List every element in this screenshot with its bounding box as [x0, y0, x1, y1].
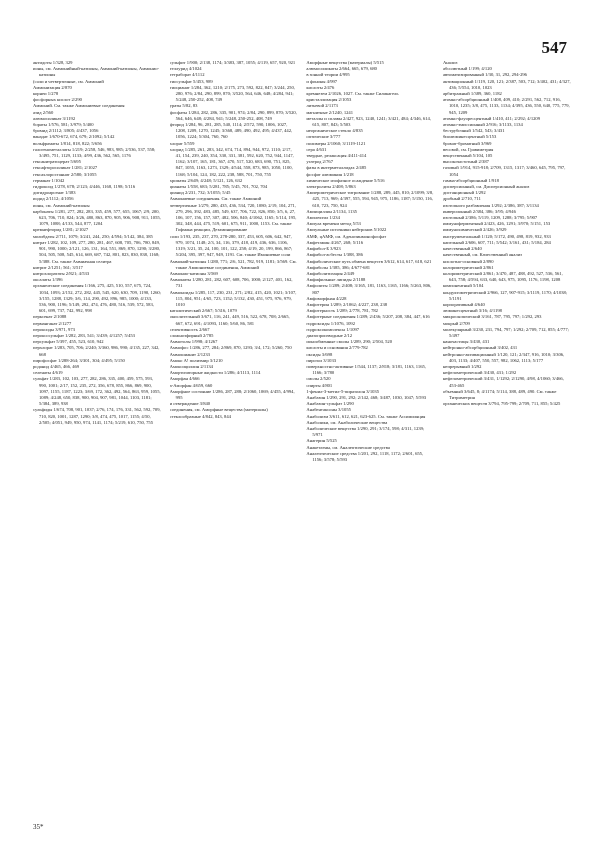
index-entry: ионообменные смолы 1/289, 290; 2/504, 520 — [306, 339, 392, 345]
index-entry: галогенометаллаты 1/219; 2/258, 546, 983, 985; 2/536, 537, 558; 3/495, 751, 1129, 1133; 4/99, 436, 562, 565, 1176 — [33, 146, 156, 159]
index-entry: Аммоний. См. также Аммониевые соединения — [33, 103, 125, 109]
index-entry: нефелометрический 3/430, 431; 1/292 — [442, 370, 517, 376]
index-entry: Амперометрическое титрование 1/288, 289, 445, 810; 2/1099; 3/8, 425, 713, 969; 4/397, 555, 594, 945, 975, 1186, 1187; 5/150, 116, 610, 723, 750, 924 — [306, 190, 434, 208]
index-entry: весовой, см. Гравиметрия — [442, 146, 494, 152]
index-entry: арбитражный 1/389, 360, 1182 — [442, 91, 502, 97]
index-entry: соли 1/193, 235, 237, 270, 278-280, 337, 453, 605, 606, 642, 947, 979, 1074, 1148; 2/3, 34, 116, 379, 418, 419, 436, 636, 1106, 1319; 3/21, 35, 24, 100, 101, 122, 258; 4/19, 20, 199, 866, 867; 5/204, 395, 397, 947, 949, 1191. См. также Имониевые соли — [169, 233, 293, 258]
index-entry: Анализ — [442, 60, 458, 65]
index-entry: ванадат 1/670-672, 674, 679; 2/1092; 5/142 — [33, 134, 115, 140]
index-entry: фторид 1/284, 96, 281, 285, 540, 1114; 2/572, 590, 1006, 1027, 1208, 1209, 1270, 1245; 3/368, 489, 490, 492, 495; 4/437, 442, 1056, 1224; 5/304, 760, 760 — [169, 122, 293, 140]
index-entry: металлы и сплавы 2/427, 923, 1240, 1241; 3/421, 484; 4/346, 614, 615, 807, 843; 5/503 — [306, 115, 431, 128]
index-entry: Анабентаксоны 3/1055 — [306, 407, 351, 413]
index-entry: 1-фенил-3-метил-5-пиразолон 3/1035 — [306, 388, 380, 394]
index-entry: оксиды 3/698 — [306, 351, 333, 357]
index-entry: дробный 2/710, 711 — [442, 196, 481, 202]
index-entry: оксалаты 1/396 — [33, 277, 63, 283]
index-entry: Анаболические вещества 1/290, 291; 3/174, 598; 4/311, 1239; 5/971 — [306, 425, 425, 438]
index-entry: хлорат 5/559 — [169, 140, 195, 146]
index-entry: Аммонио-катионы 3/569 — [169, 270, 218, 276]
index-entry: Анабазин-сульфат 1/290 — [306, 401, 354, 407]
index-entry: Анаболики, см. Анаболические вещества — [306, 419, 388, 425]
index-entry: Амфолиты 1/289; 2/408; 3/165, 181, 1163, 1165, 1166; 5/263, 806, 807 — [306, 283, 432, 295]
index-entry: теллурид 4/1024 — [169, 66, 202, 72]
index-entry: сульфат 1/283, 102, 103, 277, 282, 286, 335, 400, 459, 575, 593, 990, 1001; 2/17, 152, 235, 272, 356, 678, 855, 866, 869, 900, 1097, 1155, 1187, 1223; 3/69, 172, 362, 492, 564, 863, 959, 1055, 1089; 4/248, 650, 838, 900, 904, 907, 981, 1044, 1103, 1181; 5/384, 389, 938 — [33, 376, 161, 407]
index-entry: Амфиболические путь обмена веществ 3/612, 614, 617, 618, 621 — [306, 258, 432, 264]
index-entry: дисперсионный, см. Дисперсионный анализ — [442, 184, 530, 190]
index-entry: бромид 2/1112; 3/805; 4/437, 1056 — [33, 128, 99, 134]
index-entry: бромат-броматный 3/969 — [442, 140, 492, 146]
index-entry: иммунохимический 2/426; 3/929 — [442, 227, 507, 233]
index-entry: пероксиды 3/971, 973 — [33, 326, 75, 332]
index-entry: цианаты 1/558, 683; 5/281, 785; 5/45, 701, 702, 704 — [169, 184, 268, 190]
index-entry: четвертичные 1/279, 280, 435, 436, 534, 720, 1080; 2/19, 104, 271, 279, 296, 392, 483, 485, 549, 637, 706, 722, 826, 850; 3/5, 6, 27, 106, 107, 156, 157, 307, 482, 506, 840; 4/1062, 1165; 5/114, 195, 302, 348, 444, 475, 519, 601, 675, 911, 1000, 1153. См. также Гофмана реакции, Дезаминирование — [169, 202, 297, 233]
index-entry: Амфибол-асбесты 1/388, 386 — [306, 252, 363, 258]
index-entry: капельный 2/606, 607, 711; 5/542; 3/161, 431; 5/184, 284 — [442, 239, 551, 245]
index-column-4 — [443, 60, 571, 820]
index-entry: кислотно-основный 2/890 — [442, 258, 494, 264]
index-entry: гамма-абсорбционный 1/918 — [442, 177, 499, 183]
index-entry: Амортизаторные жидкости 1/286; 4/1113, 1114 — [169, 370, 261, 376]
index-columns — [33, 60, 571, 820]
index-entry: неорганическое стекло 4/835 — [306, 128, 363, 134]
index-entry: гексанитратоцерат 5/695 — [33, 159, 81, 165]
index-entry: Амфетамин 4/267, 268; 5/116 — [306, 239, 363, 245]
index-entry: кремнефторид 1/281; 2/1027 — [33, 227, 89, 233]
index-entry: тиосульфат 5/453, 989 — [169, 78, 213, 84]
index-entry: электролиты 2/408; 5/863 — [306, 184, 356, 190]
index-entry: твердые, релаксация 4/411-414 — [306, 153, 367, 159]
index-entry: Аморфные вещества (материалы) 5/515 — [306, 60, 384, 65]
index-entry: Аммониты 1/280, 281, 282, 607, 608, 706, 1000; 2/127, 401, 162, 731 — [169, 277, 293, 289]
index-entry: органические соединения 1/166, 275, 425, 510, 557, 675, 724, 1034, 1093; 2/152, 272, 282, 445, 545, 620, 630, 709, 1190, 1260; 3/155, 1288, 1329; 3/6, 114, 290, 492, 896, 985, 1000; 4/133, 536, 900, 1196; 5/149, 292, 474, 476, 480, 516, 539, 572, 583, 601, 699, 737, 742, 992, 998 — [33, 283, 161, 314]
index-entry: ураты 5/82, 83 — [169, 103, 198, 109]
index-entry: цианид 2/231, 732; 3/1055; 5/45 — [169, 190, 231, 196]
index-entry: хроматы 2/649; 4/248; 5/121, 126, 632 — [169, 177, 243, 183]
index-entry: роданид 4/465, 466, 469 — [33, 363, 80, 369]
index-entry: полимеры 2/1060; 3/1119-1121 — [306, 140, 366, 146]
index-entry: селективность 2/667 — [169, 326, 210, 332]
index-entry: гексахлоростаннат 2/580; 3/1055 — [33, 171, 97, 177]
index-entry: тетраборат 4/1112 — [169, 72, 205, 78]
index-entry: Аммоний-катионы 1/280, 771; 2/6, 521, 782, 919, 1181; 3/569. См. также Аммониевые соединения, Аммоний — [169, 258, 297, 270]
index-entry: Анагерин 5/525 — [306, 438, 337, 444]
page-number: 547 — [541, 38, 567, 57]
index-entry: Амфоморфная 4/228 — [306, 295, 347, 301]
index-entry: Анакетлены, см. Аналептические средства — [306, 444, 390, 450]
index-entry: Аналептические средства 1/201, 292, 1118, 1172; 2/601, 655, 1156; 3/578; 5/593 — [306, 450, 424, 462]
index-entry: Амфиболы 1/385, 386; 4/677-681 — [306, 264, 371, 270]
index-entry: микроскопический 3/161, 787, 795, 797; 1/292, 293 — [442, 314, 542, 320]
index-entry: персульфат 5/397, 455, 523, 610, 942 — [33, 339, 104, 345]
index-entry: гексафторосиликат 1/281; 2/1027 — [33, 165, 98, 171]
index-entry: Амфотерные соединения 1/289; 2/436; 5/207, 208, 384, 447, 616 — [306, 314, 430, 320]
index-entry: алюмосиликат 3/1192 — [33, 115, 76, 121]
index-entry: атомно-эмиссионный 2/916; 3/1133, 1134 — [442, 122, 523, 128]
index-column-2 — [170, 60, 298, 820]
index-entry: германат 1/1042 — [33, 177, 65, 183]
index-entry: дистанционный 1/292 — [442, 190, 486, 196]
index-entry: колориметрический 2/861; 3/470, 487, 488, 492, 527, 536, 561, 643, 758; 4/594, 633, 640, 643, 975, 1095, 1176, 1198, 1208 — [442, 270, 563, 283]
index-entry: диазопроизводные 2/12 — [306, 332, 353, 338]
index-entry: атомно-абсорбционный 1/408, 409, 410; 2/291, 562, 712, 916, 1010, 1235; 3/8, 475, 1133, 1134; 4/395, 436, 550, 640, 775, 779, 945, 1209 — [442, 97, 570, 115]
index-entry: нитрит 2/1251; 561; 3/517 — [33, 264, 83, 270]
index-entry: фосфорных кислот 2/290 — [33, 97, 82, 103]
index-entry: корнеи 1/278 — [33, 91, 59, 97]
index-entry: гидроксокомплексы 1/1097 — [306, 326, 360, 332]
index-entry: поверхностно-активные 1/544, 1137; 2/818; 3/181, 1163, 1165, 1166; 3/780 — [306, 363, 426, 376]
index-entry: Аммофос 1/286, 277, 284; 2/869, 870, 1293; 3/4, 172; 5/260, 750 — [169, 345, 292, 351]
index-entry: кислоты и основания 2/779-782 — [306, 345, 368, 351]
index-entry: стеклообразные 4/842, 843, 844 — [169, 413, 231, 419]
index-entry: фазы в интерметаллидах 2/485 — [306, 165, 367, 171]
index-entry: иодид 2/1112; 4/1056 — [33, 196, 74, 202]
index-entry: каталитический 2/667; 5/316, 1079 — [169, 308, 237, 314]
index-entry: антидоты 1/328, 329 — [33, 60, 73, 65]
index-entry: Аммонизация 2/870 — [33, 84, 72, 90]
index-entry: Ампула времени метод 5/53 — [306, 221, 361, 227]
index-entry: сульфиды 1/674, 708, 901, 1037; 2/76, 174, 176, 331, 562, 592, 709, 710, 820, 1001, 1287, 1290; 3/8, 474, 475, 1017, 1155; 4/50, 2/505; 4/051, 949, 950, 974, 1141, 1174; 5/219, 610, 750, 755 — [33, 407, 161, 425]
index-entry: Аммониевые соединения. См. также Аммоний — [169, 196, 262, 202]
index-entry: гидроксиды 1/1076, 1092 — [306, 320, 356, 326]
index-entry: изотопного разбавления 1/292; 2/386, 387; 3/1134 — [442, 202, 539, 208]
index-entry: сложноэфирный 2/785 — [169, 332, 214, 338]
printer-signature: 35* — [33, 823, 44, 831]
index-entry: Амфибол-Б 3/923 — [306, 246, 341, 252]
index-entry: автоматизированный 1/30, 31, 292, 294-296 — [442, 72, 527, 78]
index-entry: оптические 3/777 — [306, 134, 341, 140]
index-entry: алюмосиликаты 2/664, 665, 679, 680 — [306, 66, 377, 72]
index-entry: углерод 2/767 — [306, 159, 334, 165]
index-entry: органических веществ 3/794, 795-799; 2/709, 711, 855; 5/425 — [442, 401, 561, 407]
index-entry: фосфат алюминия 1/218 — [306, 171, 354, 177]
index-entry: Аморфан 4/666 — [169, 376, 200, 382]
index-entry: Амфотерин 1/289; 2/1062; 4/227, 238, 238 — [306, 301, 388, 307]
index-entry: атомно-флуоресцентный 1/410, 411; 2/292; 4/1209 — [442, 115, 541, 121]
index-entry: молибдаты 2/711, 1079; 3/241, 244, 250; 4/594; 5/142, 384, 385 — [33, 233, 153, 239]
index-entry: а-Аморфан 4/659, 660 — [169, 382, 213, 388]
index-entry: перксенат 2/1088 — [33, 314, 67, 320]
index-entry: компонентный 5/104 — [442, 283, 484, 289]
index-entry: корпоративный 4/640 — [442, 301, 485, 307]
index-entry: мокрый 2/709 — [442, 320, 470, 326]
index-entry: спирты 4/801 — [306, 382, 333, 388]
index-column-3 — [306, 60, 434, 820]
index-entry: литьевой 2/1173 — [306, 103, 338, 109]
index-entry: изотопный 2/386; 5/119, 1209, 1288; 3/795; 5/907 — [442, 215, 538, 221]
index-entry: ионы, см. Аммоний-катионы — [33, 202, 90, 208]
index-entry: Анабазин 1/290, 291, 292; 2/142, 468; 3/487, 1030, 1047; 5/593 — [306, 394, 427, 400]
index-entry: селенаты 4/619 — [33, 370, 63, 376]
index-entry: нитрат 1/282, 102, 109, 277, 280, 281, 467, 608, 705, 706, 780, 849, 901, 990, 1000; 2/121, 126, 131, 164, 551, 869, 870, 1290; 3/280, 504, 505, 508, 545, 614, 669, 687, 742, 801, 823, 830, 838, 1168; 5/388. См. также Аммиачная селитра — [33, 239, 161, 264]
index-entry: гидроксид 1/278, 678; 2/123; 4/446, 1168, 1198; 5/116 — [33, 184, 136, 190]
index-entry: азид 2/560 — [33, 109, 54, 115]
index-entry: (соли и четвертичные, см. Аммоний — [33, 78, 104, 84]
index-entry: качественный 2/640 — [442, 246, 482, 252]
index-entry: ионы, см. Аммонийный-катионы, Аммоний-катионы, Аммонио-катионы — [33, 66, 160, 78]
index-entry: перхлорат 1/283, 705, 706; 2/240; 3/360, 986, 990; 4/135, 227, 342, 668 — [33, 345, 160, 357]
index-entry: Амплектил 1/234 — [306, 215, 340, 221]
index-entry: химическое изофазное осаждение 5/516 — [306, 177, 385, 183]
index-entry: перманганат 2/1277 — [33, 320, 72, 326]
index-entry: кристаллизация 2/1053 — [306, 97, 352, 103]
index-entry: кислоты 2/476 — [306, 84, 335, 90]
index-entry: абсолютный 1/199; 4/120 — [442, 66, 492, 72]
index-entry: пирозол 3/1033 — [306, 357, 337, 363]
index-entry: сера 4/631 — [306, 146, 327, 152]
index-entry: качественный, см. Качественный анализ — [442, 252, 522, 258]
index-entry: Амфифильные липиды 2/1188 — [306, 277, 366, 283]
index-entry: нитрохлорататы 2/821; 4/533 — [33, 270, 90, 276]
index-entry: вольфраматы 1/814, 818, 822; 5/656 — [33, 140, 102, 146]
index-entry: Аморфное состояние 1/286, 287, 288; 2/1060, 1069; 4/455, 4/994, 995 — [169, 388, 295, 400]
index-entry: пирофосфат 1/288-264; 3/301, 304; 4/495; 5/150 — [33, 357, 125, 363]
index-entry: иммуноферментный 2/423, 426, 1291; 3/970; 5/151, 153 — [442, 221, 551, 227]
index-entry: окислительный 3/671, 116, 241, 449, 516, 522, 678, 708; 2/665, 667, 672, 691; 4/1093, 1160; 5/60, 86, 581 — [169, 314, 290, 326]
index-entry: Ампициллин 2/1134, 1135 — [306, 208, 357, 214]
index-entry: беструбочный 1/542, 543; 3/431 — [442, 128, 505, 134]
index-entry: пероксосульфат 1/282, 283, 541; 3/439; 4/1257; 5/453 — [33, 332, 135, 338]
index-entry: нейтронно-абсорбционный 3/402, 431 — [442, 345, 518, 351]
index-entry: Аммоноиды 1/285, 117, 230, 231, 271; 2/82, 415, 420, 1021; 3/107, 115, 804, 951; 4/65, 723, 1152; 5/132, 430, 451, 975, 976, 979, 1010 — [169, 289, 297, 307]
index-entry: вещественный 5/104, 105 — [442, 153, 493, 159]
index-entry: Ампульные источники нейтронов 5/1022 — [306, 227, 387, 233]
index-entry: АМФ, цАМФ, см. Аденозинмонофосфат — [306, 233, 387, 239]
index-entry: люминесцентный 3/16; 4/1198 — [442, 308, 502, 314]
index-entry: бораты 1/576, 581; 3/979; 5/400 — [33, 122, 94, 128]
index-entry: наночастицы 3/430, 431 — [442, 339, 490, 345]
index-entry: Анаболизм 3/611, 612, 621, 623-625. См. также Ассимиляция — [306, 413, 426, 419]
index-entry: дигидроарсенат 1/383 — [33, 190, 76, 196]
index-entry: биолюминесцентный 5/153 — [442, 134, 497, 140]
index-entry: колориметрический 2/861 — [442, 264, 494, 270]
index-entry: соединения, см. Аморфные вещества (материалы) — [169, 407, 268, 413]
index-entry: кондуктометрический 2/966, 127, 907-915; 3/1119, 1170; 4/1038; 5/1191 — [442, 289, 568, 301]
index-entry: и отверждение 3/840 — [169, 401, 211, 407]
index-entry: кремнезем 2/1026, 1027. См. также Силикагель — [306, 91, 399, 97]
index-entry: смолы 2/520 — [306, 376, 331, 382]
index-entry: и фононы 4/997 — [306, 78, 338, 84]
index-entry: инструментальный 1/120; 5/172, 490, 498, 819, 932, 933 — [442, 233, 551, 239]
index-entry: инверсионный 2/384, 386; 3/95; 4/946 — [442, 208, 516, 214]
index-entry: Аммошианит 2/1233 — [169, 351, 210, 357]
index-entry: высокочастотный 2/387 — [442, 159, 489, 165]
index-entry: Амфотерность 1/289; 2/778, 781, 782 — [306, 308, 378, 314]
index-entry: Амоксициллин 2/1134 — [169, 363, 213, 369]
index-entry: Амоко А! полиэмир 3/1210 — [169, 357, 223, 363]
index-entry: активационный 1/119, 120, 121; 2/387, 503, 712; 3/402, 431; 4/327, 436; 5/554, 1010, 1023 — [442, 78, 571, 90]
index-column-1 — [33, 60, 161, 820]
index-entry: нейтронно-активационный 1/120, 121; 2/347, 916, 1010; 3/306, 403, 1133; 4/407, 550, 557, 982, 1062, 1113; 5/177 — [442, 351, 565, 363]
index-entry: карбонаты 1/281, 277, 282, 283, 335, 459, 577, 655, 1067; 2/9, 200, 623, 706, 710, 824; 3/26, 480, 863, 870, 905, 906, 908, 911, 1055, 1079, 1088; 4/133, 544, 877, 1204 — [33, 208, 161, 227]
index-entry: сульфит 1/900; 2/138, 1174; 3/383, 387, 1055; 4/119, 657, 920, 921 — [169, 60, 296, 65]
index-entry: Аммотолы 1/998; 4/1267 — [169, 339, 218, 345]
index-entry: тиоцианат 1/284, 362, 1210; 2/175, 273, 592, 822, 847; 3/244, 250, 280, 976; 2/84, 290, 899, 870; 3/520, 564, 646, 648; 4/284, 941; 5/248, 250-252, 408, 749 — [169, 84, 295, 103]
index-entry: хлорид 1/285, 261, 283, 342, 674, 714, 894, 944, 972, 1110; 2/17, 41, 154, 239, 240, 354, 330, 331, 381, 592, 620, 752, 944, 1147, 1162; 3/107, 165, 181, 367, 470, 517, 520, 683, 690, 751, 825, 847, 1055, 1163, 1273, 1329; 4/544, 558, 873, 985, 1050, 1100, 1168; 5/104, 124, 182, 222, 238, 588, 701, 750, 755 — [169, 146, 294, 177]
index-entry: нефелометрический 3/431, 1/1292; 2/1290, 4/98, 4/1060; 3/466, 453-465 — [442, 376, 564, 388]
index-entry: газовый 1/914, 915-918; 2/709, 1315, 1317; 3/460, 645, 795, 797, 1054 — [442, 165, 566, 177]
index-entry: объемный 3/645, 8; 4/1174; 5/114, 388, 489, 490. См. также Титриметрия — [442, 388, 557, 400]
index-entry: Амфиболитизация 2/449 — [306, 270, 355, 276]
index-entry: молекулярный 3/230, 231, 794, 797; 1/292; 2/709, 712, 855; 4/777; 5/497 — [442, 326, 569, 338]
index-entry: в зонной теории 4/995 — [306, 72, 350, 78]
index-entry: непрерывный 1/292 — [442, 363, 482, 369]
index-entry: магнитные 2/1240, 1241 — [306, 109, 354, 115]
index-entry: фосфаты 1/284, 282, 286, 335, 901, 974; 2/84, 290, 899, 870; 3/520, 564, 646, 648; 4/284, 941; 5/248, 250-252, 408, 749 — [169, 109, 297, 121]
